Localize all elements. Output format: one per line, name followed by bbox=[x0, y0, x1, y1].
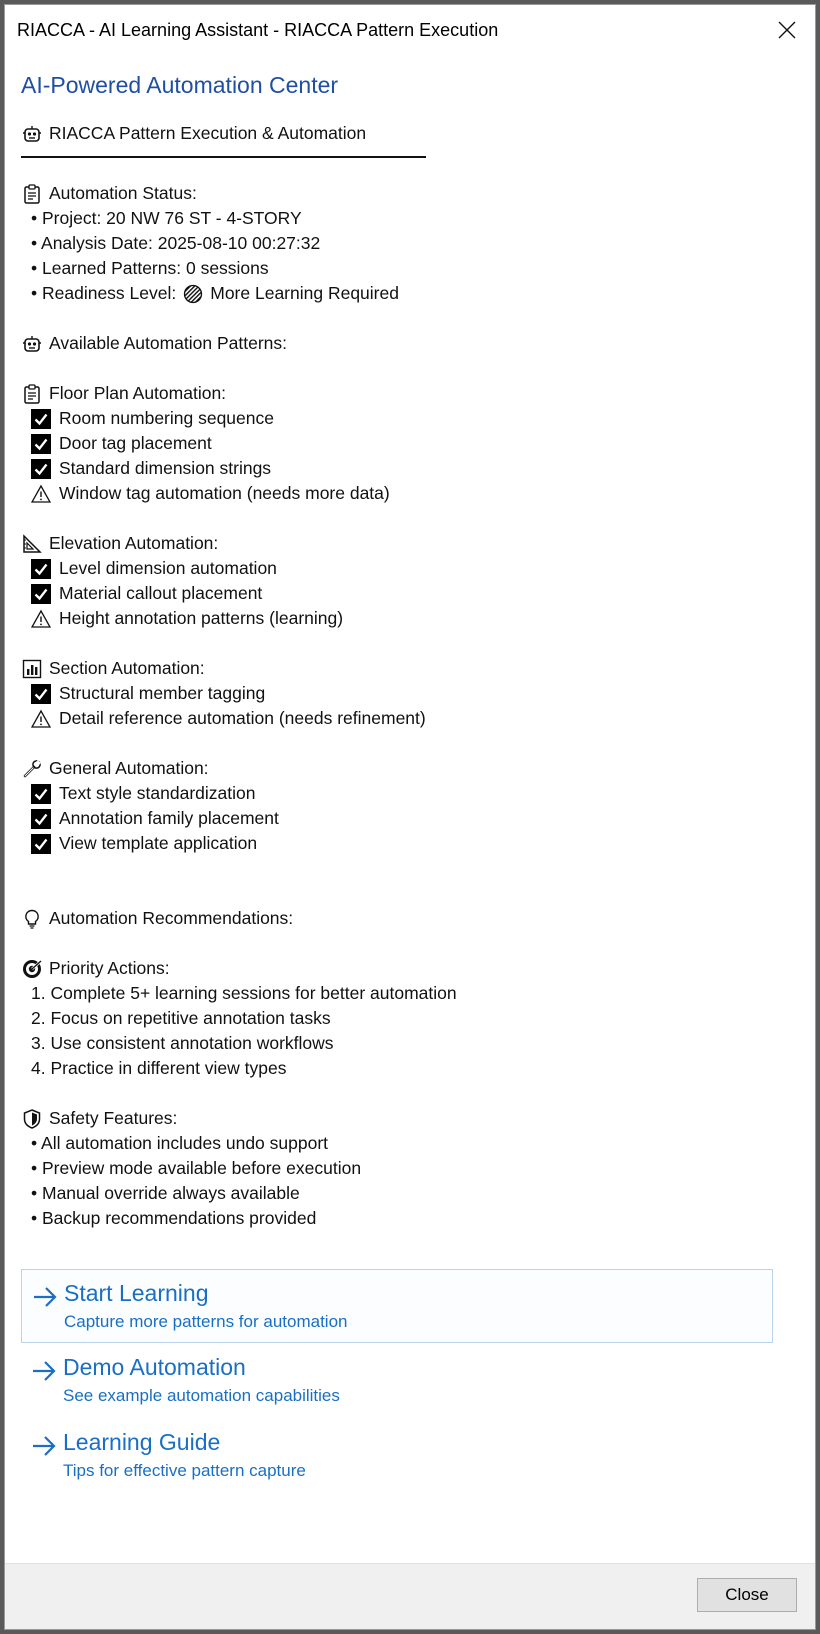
link-title: Learning Guide bbox=[63, 1429, 221, 1455]
floor-plan-heading-text: Floor Plan Automation: bbox=[49, 383, 227, 403]
clipboard-icon bbox=[21, 383, 43, 405]
learning-guide-link[interactable] bbox=[21, 1419, 773, 1493]
section-heading-text: Section Automation: bbox=[49, 658, 205, 678]
checkmark-icon bbox=[31, 434, 51, 454]
wrench-icon bbox=[21, 758, 43, 780]
status-heading-text: Automation Status: bbox=[49, 183, 197, 203]
start-learning-link[interactable] bbox=[21, 1269, 773, 1343]
warning-icon bbox=[31, 709, 51, 729]
section-item-label: Detail reference automation (needs refinement) bbox=[59, 708, 426, 728]
shield-icon bbox=[21, 1108, 43, 1130]
dialog-footer bbox=[5, 1563, 815, 1629]
link-subtitle: Tips for effective pattern capture bbox=[63, 1461, 306, 1480]
elevation-heading bbox=[21, 531, 801, 556]
page-title: AI-Powered Automation Center bbox=[21, 72, 339, 98]
elevation-heading-text: Elevation Automation: bbox=[49, 533, 219, 553]
safety-item: • All automation includes undo support bbox=[31, 1133, 329, 1153]
checkmark-icon bbox=[31, 584, 51, 604]
status-heading bbox=[21, 181, 801, 206]
bar-chart-icon bbox=[21, 658, 43, 680]
priority-heading bbox=[21, 956, 801, 981]
window-title: RIACCA - AI Learning Assistant - RIACCA Pattern Execution bbox=[17, 20, 499, 40]
safety-item: • Manual override always available bbox=[31, 1183, 300, 1203]
patterns-heading-text: Available Automation Patterns: bbox=[49, 333, 288, 353]
floor-plan-item bbox=[21, 431, 801, 456]
readiness-value: More Learning Required bbox=[210, 283, 399, 303]
link-subtitle: See example automation capabilities bbox=[63, 1386, 340, 1405]
readiness-label: • Readiness Level: bbox=[31, 283, 177, 303]
priority-item: 1. Complete 5+ learning sessions for better automation bbox=[31, 983, 457, 1003]
title-bar bbox=[5, 5, 815, 57]
warning-icon bbox=[31, 484, 51, 504]
elevation-item-label: Material callout placement bbox=[59, 583, 263, 603]
priority-item: 4. Practice in different view types bbox=[31, 1058, 287, 1078]
link-title: Start Learning bbox=[64, 1280, 209, 1306]
section-item bbox=[21, 706, 801, 731]
checkmark-icon bbox=[31, 809, 51, 829]
report-header bbox=[21, 121, 801, 146]
elevation-item-label: Height annotation patterns (learning) bbox=[59, 608, 344, 628]
arrow-right-icon bbox=[31, 1358, 57, 1384]
link-title: Demo Automation bbox=[63, 1354, 246, 1380]
floor-plan-item-label: Window tag automation (needs more data) bbox=[59, 483, 390, 503]
arrow-right-icon bbox=[31, 1433, 57, 1459]
recommendations-heading-text: Automation Recommendations: bbox=[49, 908, 294, 928]
floor-plan-item-label: Standard dimension strings bbox=[59, 458, 272, 478]
elevation-item bbox=[21, 556, 801, 581]
close-icon bbox=[778, 21, 796, 39]
floor-plan-item-label: Door tag placement bbox=[59, 433, 212, 453]
report-header-text: RIACCA Pattern Execution & Automation bbox=[49, 123, 367, 143]
section-item-label: Structural member tagging bbox=[59, 683, 266, 703]
robot-icon bbox=[21, 123, 43, 145]
readiness-circle-icon bbox=[183, 284, 203, 304]
priority-heading-text: Priority Actions: bbox=[49, 958, 170, 978]
patterns-heading bbox=[21, 331, 801, 356]
general-item bbox=[21, 781, 801, 806]
elevation-item bbox=[21, 581, 801, 606]
dialog-window bbox=[4, 4, 816, 1630]
priority-item: 2. Focus on repetitive annotation tasks bbox=[31, 1008, 331, 1028]
status-analysis-date: • Analysis Date: 2025-08-10 00:27:32 bbox=[31, 233, 321, 253]
command-links bbox=[21, 1269, 773, 1494]
safety-heading-text: Safety Features: bbox=[49, 1108, 178, 1128]
arrow-right-icon bbox=[32, 1284, 58, 1310]
elevation-item bbox=[21, 606, 801, 631]
status-project: • Project: 20 NW 76 ST - 4-STORY bbox=[31, 208, 302, 228]
safety-item: • Preview mode available before execution bbox=[31, 1158, 362, 1178]
automation-report bbox=[21, 121, 801, 1231]
elevation-item-label: Level dimension automation bbox=[59, 558, 277, 578]
demo-automation-link[interactable] bbox=[21, 1344, 773, 1418]
recommendations-heading bbox=[21, 906, 801, 931]
lightbulb-icon bbox=[21, 908, 43, 930]
priority-item: 3. Use consistent annotation workflows bbox=[31, 1033, 334, 1053]
safety-item: • Backup recommendations provided bbox=[31, 1208, 317, 1228]
safety-heading bbox=[21, 1106, 801, 1131]
status-readiness bbox=[21, 281, 801, 306]
floor-plan-item-label: Room numbering sequence bbox=[59, 408, 274, 428]
general-item-label: Annotation family placement bbox=[59, 808, 279, 828]
floor-plan-heading bbox=[21, 381, 801, 406]
robot-icon bbox=[21, 333, 43, 355]
section-heading bbox=[21, 656, 801, 681]
checkmark-icon bbox=[31, 684, 51, 704]
warning-icon bbox=[31, 609, 51, 629]
close-button[interactable]: Close bbox=[697, 1578, 797, 1612]
target-icon bbox=[21, 958, 43, 980]
clipboard-icon bbox=[21, 183, 43, 205]
general-item bbox=[21, 806, 801, 831]
status-learned-patterns: • Learned Patterns: 0 sessions bbox=[31, 258, 269, 278]
general-heading-text: General Automation: bbox=[49, 758, 209, 778]
triangle-ruler-icon bbox=[21, 533, 43, 555]
general-item-label: View template application bbox=[59, 833, 258, 853]
checkmark-icon bbox=[31, 784, 51, 804]
section-item bbox=[21, 681, 801, 706]
general-item bbox=[21, 831, 801, 856]
checkmark-icon bbox=[31, 409, 51, 429]
general-heading bbox=[21, 756, 801, 781]
checkmark-icon bbox=[31, 459, 51, 479]
link-subtitle: Capture more patterns for automation bbox=[64, 1312, 348, 1331]
floor-plan-item bbox=[21, 406, 801, 431]
general-item-label: Text style standardization bbox=[59, 783, 256, 803]
window-close-button[interactable] bbox=[769, 13, 805, 47]
checkmark-icon bbox=[31, 559, 51, 579]
floor-plan-item bbox=[21, 481, 801, 506]
checkmark-icon bbox=[31, 834, 51, 854]
floor-plan-item bbox=[21, 456, 801, 481]
